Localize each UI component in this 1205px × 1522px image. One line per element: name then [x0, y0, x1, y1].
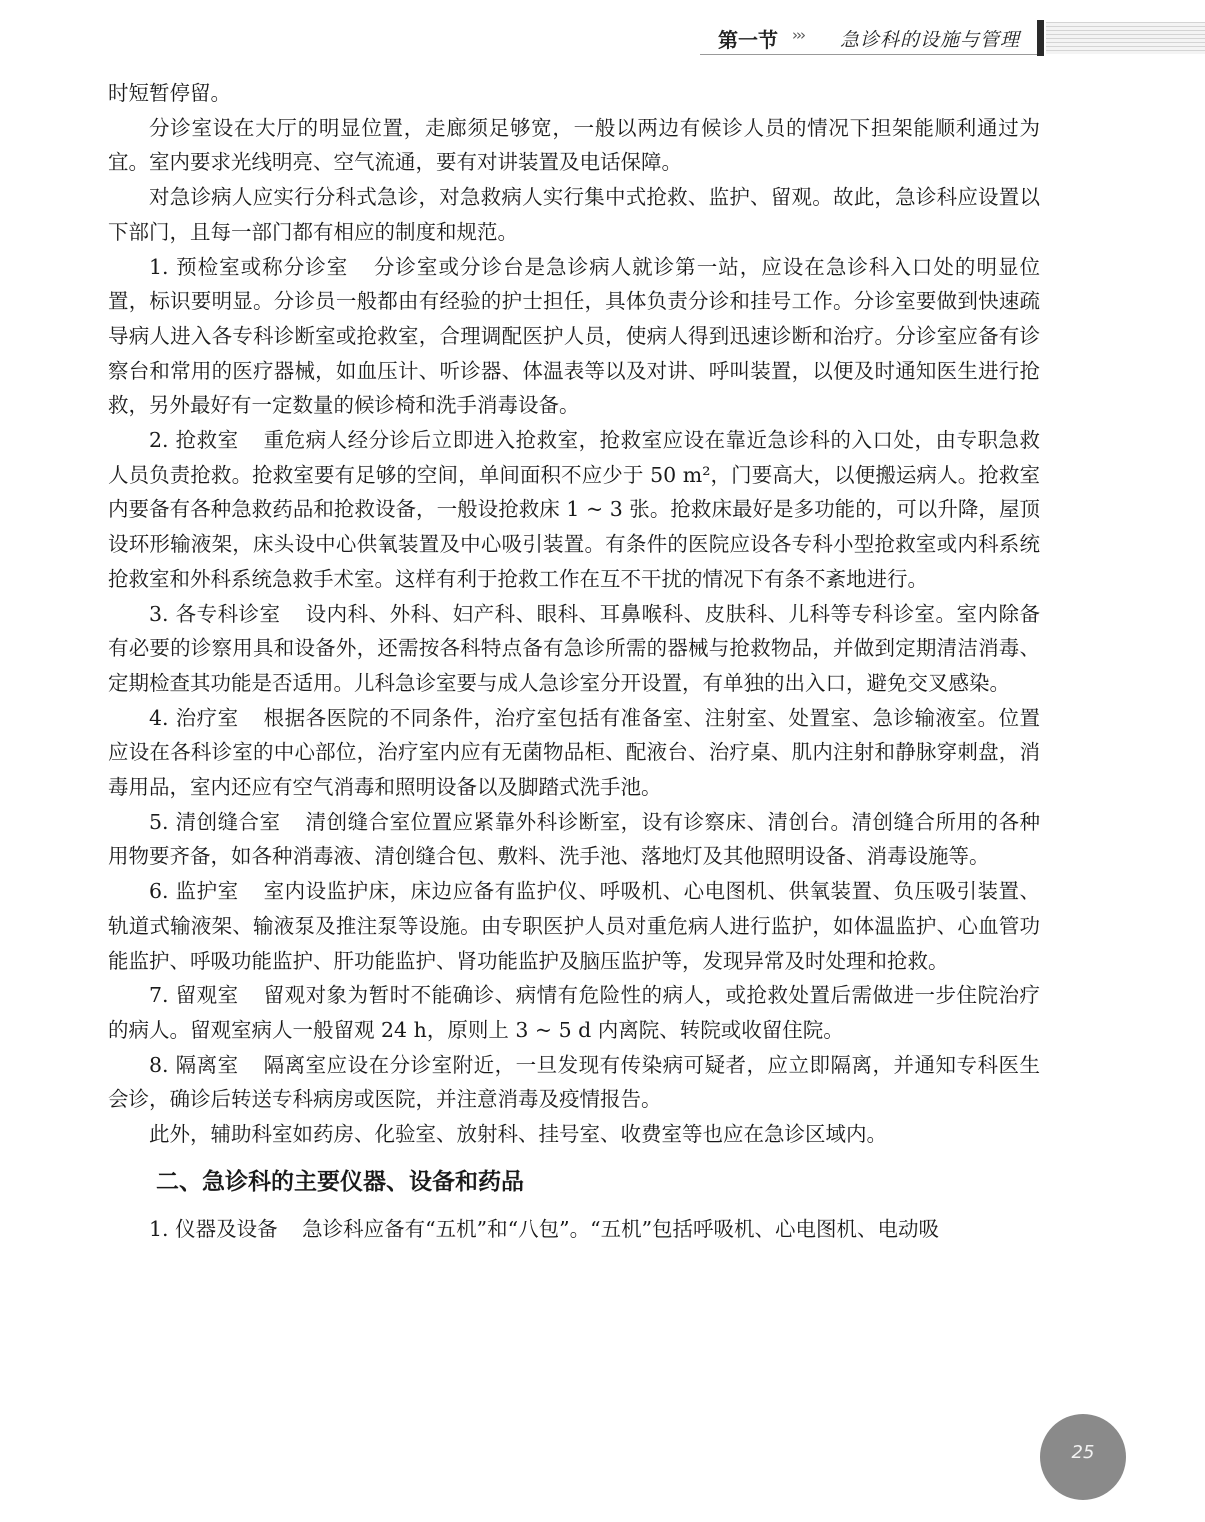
paragraph-text: 室内设监护床，床边应备有监护仪、呼吸机、心电图机、供氧装置、负压吸引装置、轨道式输液架、输液泵及推注泵等设施。由专职医护人员对重危病人进行监护，如体温监护、心血管功能监护、呼吸功能监护、肝功能监护、肾功能监护及脑压监护等，发现异常及时处理和抢救。	[108, 879, 1040, 973]
paragraph	[108, 805, 1040, 874]
paragraph	[108, 180, 1040, 249]
paragraph-list	[108, 76, 1040, 1152]
paragraph	[108, 111, 1040, 180]
paragraph-text: 根据各医院的不同条件，治疗室包括有准备室、注射室、处置室、急诊输液室。位置应设在各科诊室的中心部位，治疗室内应有无菌物品柜、配液台、治疗桌、肌内注射和静脉穿刺盘，消毒用品，室内还应有空气消毒和照明设备以及脚踏式洗手池。	[108, 705, 1040, 800]
paragraph	[108, 874, 1040, 978]
paragraph-label: 7. 留观室	[149, 983, 239, 1008]
paragraph-text: 分诊室设在大厅的明显位置，走廊须足够宽，一般以两边有候诊人员的情况下担架能顺利通过为宜。室内要求光线明亮、空气流通，要有对讲装置及电话保障。	[108, 115, 1040, 175]
paragraph	[108, 701, 1040, 805]
paragraph-text: 隔离室应设在分诊室附近，一旦发现有传染病可疑者，应立即隔离，并通知专科医生会诊，确诊后转送专科病房或医院，并注意消毒及疫情报告。	[108, 1052, 1040, 1112]
header-chapter-title: 急诊科的设施与管理	[840, 29, 1021, 51]
header-rule	[700, 54, 1037, 55]
paragraph-text: 留观对象为暂时不能确诊、病情有危险性的病人，或抢救处置后需做进一步住院治疗的病人。留观室病人一般留观 24 h，原则上 3 ~ 5 d 内离院、转院或收留住院。	[108, 983, 1040, 1042]
header-bar	[1037, 20, 1044, 56]
paragraph-label: 5. 清创缝合室	[149, 809, 281, 834]
paragraph	[108, 76, 1040, 111]
paragraph-label: 8. 隔离室	[149, 1052, 239, 1077]
section-heading: 二、急诊科的主要仪器、设备和药品	[156, 1168, 524, 1195]
header-arrows-icon: ›››	[792, 26, 804, 44]
page-number: 25	[1071, 1442, 1095, 1463]
paragraph-text: 对急诊病人应实行分科式急诊，对急救病人实行集中式抢救、监护、留观。故此，急诊科应设置以下部门，且每一部门都有相应的制度和规范。	[108, 185, 1040, 244]
paragraph-label: 4. 治疗室	[149, 705, 239, 730]
paragraph-text: 分诊室或分诊台是急诊病人就诊第一站，应设在急诊科入口处的明显位置，标识要明显。分诊员一般都由有经验的护士担任，具体负责分诊和挂号工作。分诊室要做到快速疏导病人进入各专科诊断室或抢救室，合理调配医护人员，使病人得到迅速诊断和治疗。分诊室应备有诊察台和常用的医疗器械，如血压计、听诊器、体温表等以及对讲、呼叫装置，以便及时通知医生进行抢救，另外最好有一定数量的候诊椅和洗手消毒设备。	[108, 254, 1040, 418]
paragraph	[108, 1117, 1040, 1152]
header-stripes	[1046, 22, 1205, 54]
paragraph	[108, 1048, 1040, 1117]
paragraph-text: 重危病人经分诊后立即进入抢救室，抢救室应设在靠近急诊科的入口处，由专职急救人员负责抢救。抢救室要有足够的空间，单间面积不应少于 50 m²，门要高大，以便搬运病人。抢救室内要备有各种急救药品和抢救设备，一般设抢救床 1 ~ 3 张。抢救床最好是多功能的，可以升降，屋顶设环形输液架，床头设中心供氧装置及中心吸引装置。有条件的医院应设各专科小型抢救室或内科系统抢救室和外科系统急救手术室。这样有利于抢救工作在互不干扰的情况下有条不紊地进行。	[108, 428, 1040, 591]
paragraph-label: 2. 抢救室	[149, 428, 239, 453]
paragraph	[108, 597, 1040, 701]
final-paragraph	[108, 1212, 1040, 1247]
paragraph-label: 1. 仪器及设备	[149, 1216, 278, 1241]
paragraph-label: 6. 监护室	[149, 879, 239, 904]
running-header	[700, 20, 1205, 56]
page-number-badge	[1040, 1414, 1126, 1500]
paragraph-text: 清创缝合室位置应紧靠外科诊断室，设有诊察床、清创台。清创缝合所用的各种用物要齐备，如各种消毒液、清创缝合包、敷料、洗手池、落地灯及其他照明设备、消毒设施等。	[108, 809, 1041, 869]
paragraph-label: 3. 各专科诊室	[149, 601, 281, 626]
paragraph	[108, 250, 1040, 424]
paragraph-label: 1. 预检室或称分诊室	[149, 254, 349, 279]
paragraph-text: 设内科、外科、妇产科、眼科、耳鼻喉科、皮肤科、儿科等专科诊室。室内除备有必要的诊察用具和设备外，还需按各科特点备有急诊所需的器械与抢救物品，并做到定期清洁消毒、定期检查其功能是否适用。儿科急诊室要与成人急诊室分开设置，有单独的出入口，避免交叉感染。	[108, 601, 1041, 695]
paragraph-text: 时短暂停留。	[108, 81, 231, 105]
paragraph	[108, 978, 1040, 1047]
paragraph-text: 急诊科应备有“五机”和“八包”。“五机”包括呼吸机、心电图机、电动吸	[302, 1216, 940, 1241]
header-section-label: 第一节	[718, 28, 778, 52]
body-text	[108, 76, 1040, 1247]
paragraph	[108, 423, 1040, 597]
paragraph-text: 此外，辅助科室如药房、化验室、放射科、挂号室、收费室等也应在急诊区域内。	[149, 1122, 887, 1147]
